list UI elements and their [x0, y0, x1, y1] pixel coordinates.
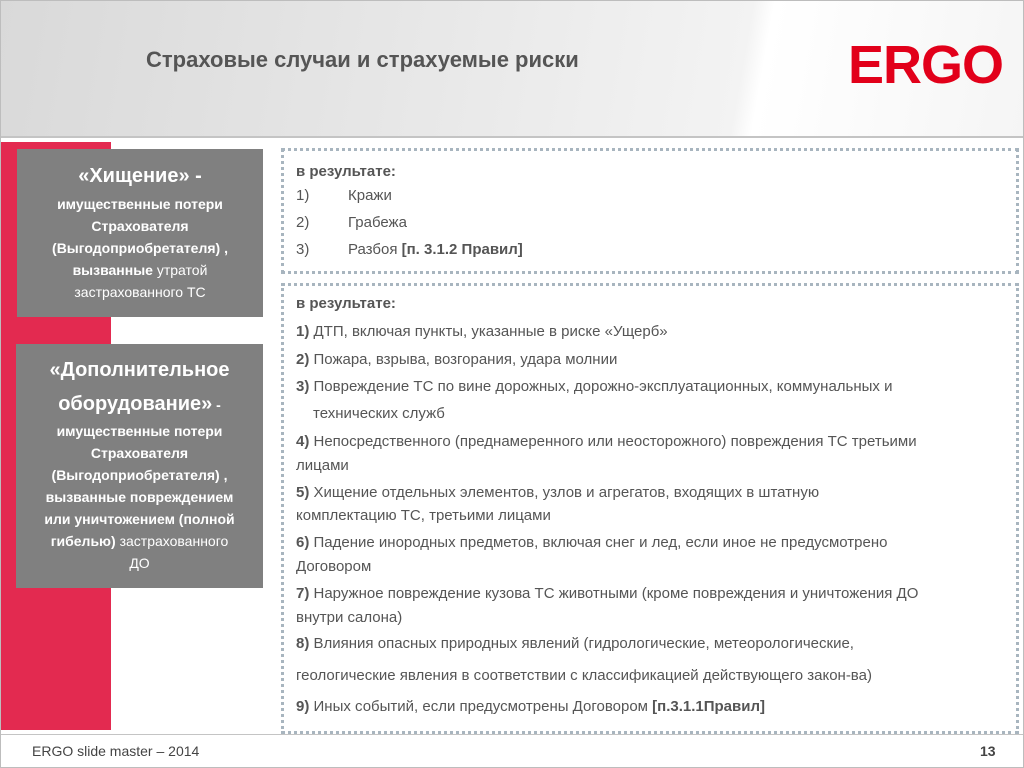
panel2-line: [296, 585, 918, 602]
theft-risk-line: [17, 259, 263, 281]
ergo-logo: ERGO: [848, 35, 1004, 95]
panel1-item-text: Грабежа: [348, 214, 407, 231]
panel2-line-continuation: внутри салона): [296, 609, 403, 626]
panel2-line: [296, 323, 668, 340]
panel2-item-text: Хищение отдельных элементов, узлов и агрегатов, входящих в штатную: [309, 484, 820, 501]
panel2-item-number: 9): [296, 698, 310, 715]
slide-title: Страховые случаи и страхуемые риски: [146, 47, 579, 72]
panel2-line-continuation: лицами: [296, 457, 349, 474]
theft-risk-heading: «Хищение» -: [78, 165, 202, 187]
panel2-item-number: 7): [296, 585, 310, 602]
extra-equipment-heading-dash: -: [212, 397, 221, 413]
panel2-line: [296, 698, 765, 715]
panel2-line-continuation: геологические явления в соответствии с классификацией действующего закон-ва): [296, 667, 872, 684]
extra-equipment-line: Страхователя: [90, 445, 189, 461]
extra-equipment-line-regular: застрахованного: [119, 533, 229, 549]
panel2-item-text: ДТП, включая пункты, указанные в риске «Ущерб»: [309, 323, 668, 340]
panel2-line: [296, 484, 819, 501]
extra-equipment-line: [16, 530, 263, 552]
panel2-item-number: 1): [296, 323, 310, 340]
theft-risk-line: застрахованного ТС: [74, 284, 206, 300]
theft-risk-box: [17, 149, 263, 317]
extra-equipment-line: вызванные повреждением: [45, 489, 234, 505]
panel1-item-number: 1): [296, 187, 310, 204]
extra-equipment-heading: «Дополнительное: [49, 359, 230, 381]
panel2-line-continuation: Договором: [296, 558, 372, 575]
extra-equipment-line-bold: гибелью): [50, 533, 120, 549]
panel2-item-number: 2): [296, 351, 310, 368]
theft-risk-line: (Выгодоприобретателя) ,: [52, 240, 228, 256]
theft-risk-line: Страхователя: [91, 218, 189, 234]
theft-risk-line-bold: вызванные: [72, 262, 157, 278]
panel2-item-number: 4): [296, 433, 310, 450]
panel1-item-number: 2): [296, 214, 310, 231]
panel2-line: [296, 378, 892, 395]
panel1-item-text: Кражи: [348, 187, 392, 204]
panel2-item-text: Влияния опасных природных явлений (гидрологические, метеорологические,: [309, 635, 854, 652]
extra-equipment-line: ДО: [129, 555, 150, 571]
extra-equipment-heading-part: оборудование»: [58, 393, 213, 415]
panel2-item-text: Наружное повреждение кузова ТС животными (кроме повреждения и уничтожения ДО: [309, 585, 919, 602]
extra-equipment-line: или уничтожением (полной: [44, 511, 235, 527]
header-divider: [1, 136, 1023, 138]
panel2-item-number: 3): [296, 378, 310, 395]
panel2-item-number: 5): [296, 484, 310, 501]
rules-reference: [п.3.1.1Правил]: [652, 698, 765, 715]
panel1-item-text-main: Разбоя: [348, 241, 402, 258]
panel2-line: [296, 351, 617, 368]
panel2-line-continuation: комплектацию ТС, третьими лицами: [296, 507, 551, 524]
panel2-line: [296, 635, 854, 652]
footer-divider: [1, 734, 1023, 735]
panel2-item-number: 8): [296, 635, 310, 652]
panel2-item-number: 6): [296, 534, 310, 551]
panel1-item-number: 3): [296, 241, 310, 258]
panel2-line: [296, 534, 887, 551]
panel2-line-continuation: технических служб: [313, 405, 445, 422]
footer-text: ERGO slide master – 2014: [32, 743, 200, 759]
panel2-item-text: Непосредственного (преднамеренного или неосторожного) повреждения ТС третьими: [309, 433, 917, 450]
theft-risk-line-regular: утратой: [156, 262, 208, 278]
page-number: 13: [980, 743, 996, 759]
panel2-item-text: Пожара, взрыва, возгорания, удара молнии: [309, 351, 618, 368]
extra-equipment-heading: [16, 392, 263, 416]
extra-equipment-risk-box: [16, 344, 263, 588]
panel1-heading: в результате:: [296, 163, 396, 180]
panel2-item-text: Повреждение ТС по вине дорожных, дорожно-эксплуатационных, коммунальных и: [309, 378, 893, 395]
rules-reference: [п. 3.1.2 Правил]: [401, 241, 523, 258]
panel2-line: [296, 433, 917, 450]
extra-equipment-line: имущественные потери: [56, 423, 223, 439]
panel2-item-text: Падение инородных предметов, включая снег и лед, если иное не предусмотрено: [309, 534, 888, 551]
extra-equipment-line: (Выгодоприобретателя) ,: [51, 467, 228, 483]
panel2-heading: в результате:: [296, 295, 396, 312]
panel1-item-text: [348, 241, 523, 258]
panel2-item-text: Иных событий, если предусмотрены Договором: [309, 698, 653, 715]
theft-risk-line: имущественные потери: [57, 196, 223, 212]
